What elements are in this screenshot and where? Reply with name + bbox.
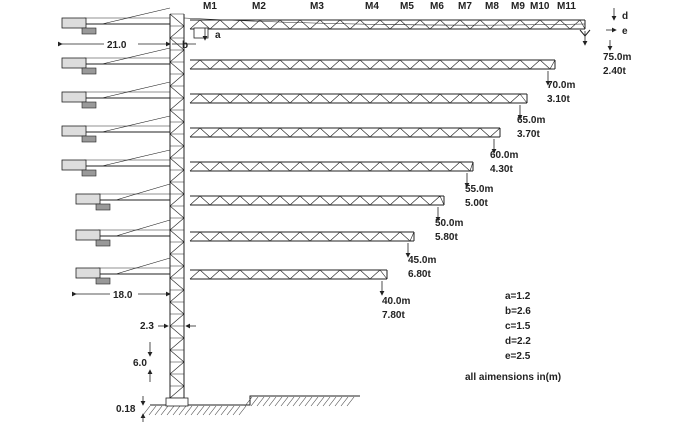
dim-mast-width: 2.3 [140,321,154,332]
dim-section-height: 6.0 [133,358,147,369]
counterweight-ballast [96,278,110,284]
counterweight-ballast [82,68,96,74]
mast-base-block [166,398,188,406]
reach-label-40: 40.0m [382,296,411,307]
counterweight [62,160,86,170]
dim-d-label: d [622,11,629,22]
counterweight-ballast [96,240,110,246]
counterweight [76,268,100,278]
reach-label-55: 55.0m [465,184,494,195]
dim-base: 0.18 [116,404,136,415]
dimension-annotations [62,8,628,422]
jib-lacing [190,232,414,241]
counterweight [76,230,100,240]
counter-jib-tie [116,184,170,200]
load-label-65: 3.70t [517,129,540,140]
jib-lacing [190,196,444,205]
jib-row-1 [62,48,555,85]
reach-label-50: 50.0m [435,218,464,229]
load-label-40: 7.80t [382,310,405,321]
legend-item-b: b=2.6 [505,306,531,317]
segment-label-m9: M9 [511,1,525,12]
dim-e-label: e [622,26,628,37]
legend-item-a: a=1.2 [505,291,531,302]
legend-item-c: c=1.5 [505,321,531,332]
reach-label-75: 75.0m [603,52,632,63]
jib-lacing [190,128,500,137]
jib-row-6 [76,220,414,257]
segment-label-m3: M3 [310,1,324,12]
jib-row-0 [62,8,585,45]
segment-label-m4: M4 [365,1,379,12]
counterweight-ballast [82,136,96,142]
mast [170,14,184,405]
jib-row-4 [62,150,473,187]
counter-jib-tie [102,116,170,132]
legend-item-e: e=2.5 [505,351,531,362]
jib-row-3 [62,116,500,153]
load-label-75: 2.40t [603,66,626,77]
reach-label-45: 45.0m [408,255,437,266]
dim-counter-jib-long: 21.0 [107,40,127,51]
counterweight [62,58,86,68]
load-label-55: 5.00t [465,198,488,209]
jib-lacing [190,94,527,103]
reach-label-60: 60.0m [490,150,519,161]
dim-a-label: a [215,30,221,41]
dim-counter-jib-short: 18.0 [113,290,133,301]
segment-label-m10: M10 [530,1,550,12]
legend-note: all aimensions in(m) [465,372,562,383]
segment-label-m5: M5 [400,1,414,12]
counter-jib-tie [116,258,170,274]
counterweight [62,126,86,136]
jib-lacing [190,162,473,171]
legend-item-d: d=2.2 [505,336,531,347]
reach-label-65: 65.0m [517,115,546,126]
segment-label-m11: M11 [557,1,576,12]
load-label-70: 3.10t [547,94,570,105]
segment-label-m6: M6 [430,1,444,12]
counterweight [62,92,86,102]
segment-label-m1: M1 [203,1,217,12]
segment-label-m2: M2 [252,1,266,12]
jib-row-2 [62,82,527,119]
counter-jib-tie [102,150,170,166]
segment-labels [203,1,576,12]
load-label-60: 4.30t [490,164,513,175]
counterweight-ballast [96,204,110,210]
trolley-block [194,28,208,38]
ground-foundation [143,396,360,415]
counter-jib-tie [102,82,170,98]
counterweight-ballast [82,170,96,176]
load-label-45: 6.80t [408,269,431,280]
mast-lacing [170,14,184,405]
counterweight [62,18,86,28]
reach-label-70: 70.0m [547,80,576,91]
dim-b-label: b [182,40,189,51]
segment-label-m8: M8 [485,1,499,12]
counterweight-ballast [82,102,96,108]
jib-lacing [190,270,387,279]
jib-row-5 [76,184,444,221]
load-label-50: 5.80t [435,232,458,243]
counter-jib-tie [102,8,170,24]
counterweight-ballast [82,28,96,34]
counterweight [76,194,100,204]
jib-lacing [190,60,555,69]
counter-jib-tie [116,220,170,236]
dimensions-legend [465,291,561,383]
segment-label-m7: M7 [458,1,472,12]
reach-load-labels [382,52,631,321]
